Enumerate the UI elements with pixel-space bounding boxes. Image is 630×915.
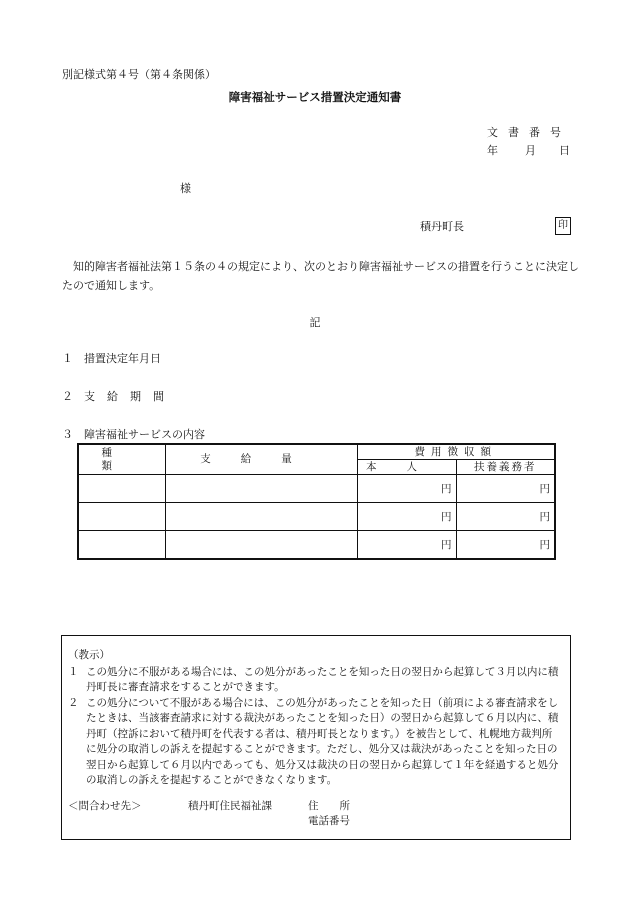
date-year: 年 — [487, 144, 498, 157]
cell-type[interactable] — [78, 531, 165, 560]
contact-label: ＜問合わせ先＞ — [68, 799, 142, 812]
cell-self-yen[interactable]: 円 — [357, 475, 456, 503]
cell-amount[interactable] — [165, 531, 357, 560]
header-guardian: 扶養義務者 — [456, 460, 555, 475]
cell-guardian-yen[interactable]: 円 — [456, 475, 555, 503]
notice-heading: （教示） — [68, 649, 110, 661]
notice-item-text: この処分について不服がある場合には、この処分があったことを知った日（前項による審査請求をしたときは、当該審査請求に対する裁決があったことを知った日）の翌日から起算して６月以内に、積丹町（控訴において積丹町を代表する者は、積丹町長となります。）を被告として、札幌地方裁判所に処分の取消しの訴えを提起することができます。ただし、処分又は裁決があったことを知った日の翌日から起算して６月以内であっても、処分又は裁決の日の翌日から起算して１年を経過すると処分の取消しの訴えを提起することができなくなります。 — [86, 696, 559, 786]
notice-box — [61, 635, 571, 840]
cell-self-yen[interactable]: 円 — [357, 531, 456, 560]
contact-org: 積丹町住民福祉課 — [188, 799, 272, 812]
item-label: 支給期間 — [84, 390, 176, 403]
item-label: 障害福祉サービスの内容 — [84, 428, 205, 441]
date-month: 月 — [525, 144, 536, 157]
document-number-label: 文書番号 — [487, 126, 571, 139]
notice-item — [68, 696, 560, 789]
item-number: ３ — [62, 428, 73, 441]
table-row — [78, 475, 555, 503]
service-table — [77, 443, 556, 560]
item-decision-date — [62, 352, 161, 366]
item-period — [62, 390, 176, 404]
notice-item-text: この処分に不服がある場合には、この処分があったことを知った日の翌日から起算して３月以内に積丹町長に審査請求をすることができます。 — [86, 665, 559, 693]
ki-heading: 記 — [309, 316, 321, 329]
cell-guardian-yen[interactable]: 円 — [456, 503, 555, 531]
contact-block — [68, 799, 560, 830]
cell-type[interactable] — [78, 503, 165, 531]
item-service-content — [62, 428, 205, 442]
contact-address-label: 住 所 — [308, 799, 350, 812]
recipient-suffix: 様 — [180, 182, 191, 195]
table-row — [78, 503, 555, 531]
item-number: １ — [62, 352, 73, 365]
contact-tel-label: 電話番号 — [308, 815, 350, 827]
document-title: 障害福祉サービス措置決定通知書 — [228, 90, 402, 104]
header-type: 種類 — [78, 444, 165, 475]
form-label: 別記様式第４号（第４条関係） — [62, 68, 216, 81]
cell-guardian-yen[interactable]: 円 — [456, 531, 555, 560]
header-self: 本人 — [357, 460, 456, 475]
document-date — [487, 144, 570, 158]
item-label: 措置決定年月日 — [84, 352, 161, 365]
notice-item-number: ２ — [68, 696, 79, 709]
cell-amount[interactable] — [165, 475, 357, 503]
item-number: ２ — [62, 390, 73, 403]
contact-details — [308, 799, 350, 830]
cell-type[interactable] — [78, 475, 165, 503]
cell-amount[interactable] — [165, 503, 357, 531]
issuer-name: 積丹町長 — [420, 220, 464, 233]
notice-item-number: １ — [68, 665, 79, 678]
seal-mark: 印 — [555, 217, 571, 235]
notice-item — [68, 665, 560, 696]
header-amount: 支給量 — [165, 444, 357, 475]
header-fee: 費用徴収額 — [357, 444, 555, 460]
cell-self-yen[interactable]: 円 — [357, 503, 456, 531]
date-day: 日 — [559, 144, 570, 157]
table-row — [78, 531, 555, 560]
body-paragraph: 知的障害者福祉法第１５条の４の規定により、次のとおり障害福祉サービスの措置を行うことに決定したので通知します。 — [62, 260, 579, 292]
